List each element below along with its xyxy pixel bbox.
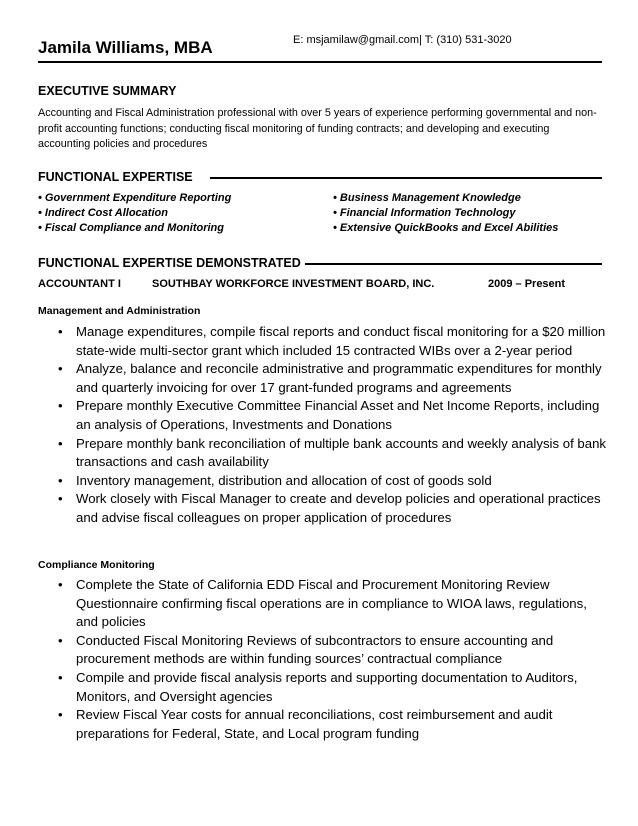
skill-item: • Fiscal Compliance and Monitoring bbox=[38, 222, 224, 234]
demonstrated-divider bbox=[305, 263, 602, 265]
header-divider bbox=[38, 61, 602, 63]
job-title: ACCOUNTANT I bbox=[38, 278, 121, 290]
expertise-heading: FUNCTIONAL EXPERTISE bbox=[38, 170, 193, 184]
management-bullets bbox=[58, 323, 606, 528]
list-item: • Work closely with Fiscal Manager to create and develop policies and operational practices and advise fiscal colleagues on proper application of procedures bbox=[58, 490, 606, 527]
list-item: • Compile and provide fiscal analysis reports and supporting documentation to Auditors, Monitors, and Oversight agencies bbox=[58, 669, 606, 706]
list-item: • Analyze, balance and reconcile administrative and programmatic expenditures for monthly and quarterly invoicing for over 17 grant-funded programs and agreements bbox=[58, 360, 606, 397]
list-item: • Prepare monthly Executive Committee Financial Asset and Net Income Reports, including an analysis of Operations, Investments and Donations bbox=[58, 397, 606, 434]
contact-info: E: msjamilaw@gmail.com| T: (310) 531-3020 bbox=[293, 34, 512, 46]
list-item: • Inventory management, distribution and allocation of cost of goods sold bbox=[58, 472, 606, 491]
skill-item: • Indirect Cost Allocation bbox=[38, 207, 168, 219]
compliance-bullets bbox=[58, 576, 606, 743]
list-item: • Prepare monthly bank reconciliation of multiple bank accounts and weekly analysis of bank transactions and cash availability bbox=[58, 435, 606, 472]
summary-heading: EXECUTIVE SUMMARY bbox=[38, 84, 177, 98]
skill-item: • Financial Information Technology bbox=[333, 207, 516, 219]
skill-item: • Extensive QuickBooks and Excel Abilities bbox=[333, 222, 559, 234]
list-item: • Manage expenditures, compile fiscal reports and conduct fiscal monitoring for a $20 million state-wide multi-sector grant which included 15 contracted WIBs over a 2-year period bbox=[58, 323, 606, 360]
candidate-name: Jamila Williams, MBA bbox=[38, 38, 213, 57]
demonstrated-heading: FUNCTIONAL EXPERTISE DEMONSTRATED bbox=[38, 256, 301, 270]
job-dates: 2009 – Present bbox=[488, 278, 566, 290]
summary-text: Accounting and Fiscal Administration professional with over 5 years of experience performing governmental and non-profit accounting functions; conducting fiscal monitoring of funding contracts; and developing and executing accounting policies and procedures bbox=[38, 107, 597, 150]
expertise-divider bbox=[210, 177, 602, 179]
list-item: • Complete the State of California EDD Fiscal and Procurement Monitoring Review Questionnaire confirming fiscal operations are in compliance to WIOA laws, regulations, and policies bbox=[58, 576, 606, 632]
list-item: • Review Fiscal Year costs for annual reconciliations, cost reimbursement and audit preparations for Federal, State, and Local program funding bbox=[58, 706, 606, 743]
section-title-management: Management and Administration bbox=[38, 305, 201, 317]
skill-item: • Government Expenditure Reporting bbox=[38, 192, 232, 204]
skill-item: • Business Management Knowledge bbox=[333, 192, 521, 204]
section-title-compliance: Compliance Monitoring bbox=[38, 559, 155, 571]
list-item: • Conducted Fiscal Monitoring Reviews of subcontractors to ensure accounting and procurement methods are within funding sources’ contractual compliance bbox=[58, 632, 606, 669]
job-employer: SOUTHBAY WORKFORCE INVESTMENT BOARD, INC. bbox=[152, 278, 435, 290]
